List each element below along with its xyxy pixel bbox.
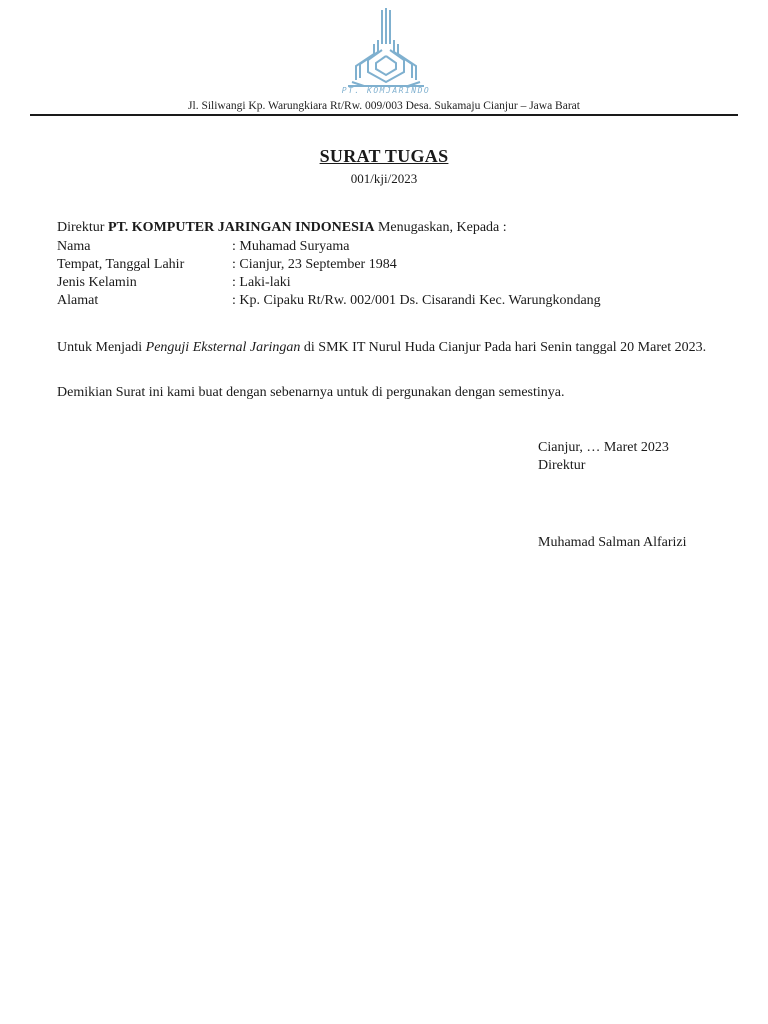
signature-block	[538, 439, 669, 475]
field-label: Nama	[57, 239, 91, 254]
field-value: : Laki-laki	[232, 275, 291, 290]
intro-line	[57, 220, 507, 236]
para1-suffix: di SMK IT Nurul Huda Cianjur Pada hari Senin tanggal 20 Maret 2023.	[300, 340, 707, 355]
header-divider	[30, 114, 738, 116]
sign-place-date: Cianjur, … Maret 2023	[538, 440, 669, 455]
field-row-address	[57, 292, 601, 310]
intro-suffix: Menugaskan, Kepada :	[374, 220, 507, 235]
intro-prefix: Direktur	[57, 220, 108, 235]
field-value: : Muhamad Suryama	[232, 239, 350, 254]
field-label: Alamat	[57, 293, 99, 308]
assignment-paragraph	[57, 339, 717, 357]
field-row-gender	[57, 274, 601, 292]
closing-paragraph: Demikian Surat ini kami buat dengan sebenarnya untuk di pergunakan dengan semestinya.	[57, 385, 565, 400]
letter-title: SURAT TUGAS	[319, 146, 449, 166]
signer-name: Muhamad Salman Alfarizi	[538, 535, 687, 550]
company-name: PT. KOMPUTER JARINGAN INDONESIA	[107, 220, 375, 235]
assignment-role: Penguji Eksternal Jaringan	[145, 340, 301, 355]
company-logo-icon	[338, 6, 434, 98]
field-label: Tempat, Tanggal Lahir	[57, 257, 185, 272]
field-label: Jenis Kelamin	[57, 275, 137, 290]
company-address: Jl. Siliwangi Kp. Warungkiara Rt/Rw. 009/003 Desa. Sukamaju Cianjur – Jawa Barat	[188, 100, 580, 112]
para1-prefix: Untuk Menjadi	[57, 340, 146, 355]
assignee-fields	[57, 238, 601, 310]
letter-number: 001/kji/2023	[350, 171, 418, 186]
field-value: : Cianjur, 23 September 1984	[232, 257, 397, 272]
field-row-nama	[57, 238, 601, 256]
field-row-ttl	[57, 256, 601, 274]
sign-position: Direktur	[538, 458, 586, 473]
logo-text: PT. KOMJARINDO	[341, 86, 431, 95]
field-value: : Kp. Cipaku Rt/Rw. 002/001 Ds. Cisarandi Kec. Warungkondang	[232, 293, 601, 308]
